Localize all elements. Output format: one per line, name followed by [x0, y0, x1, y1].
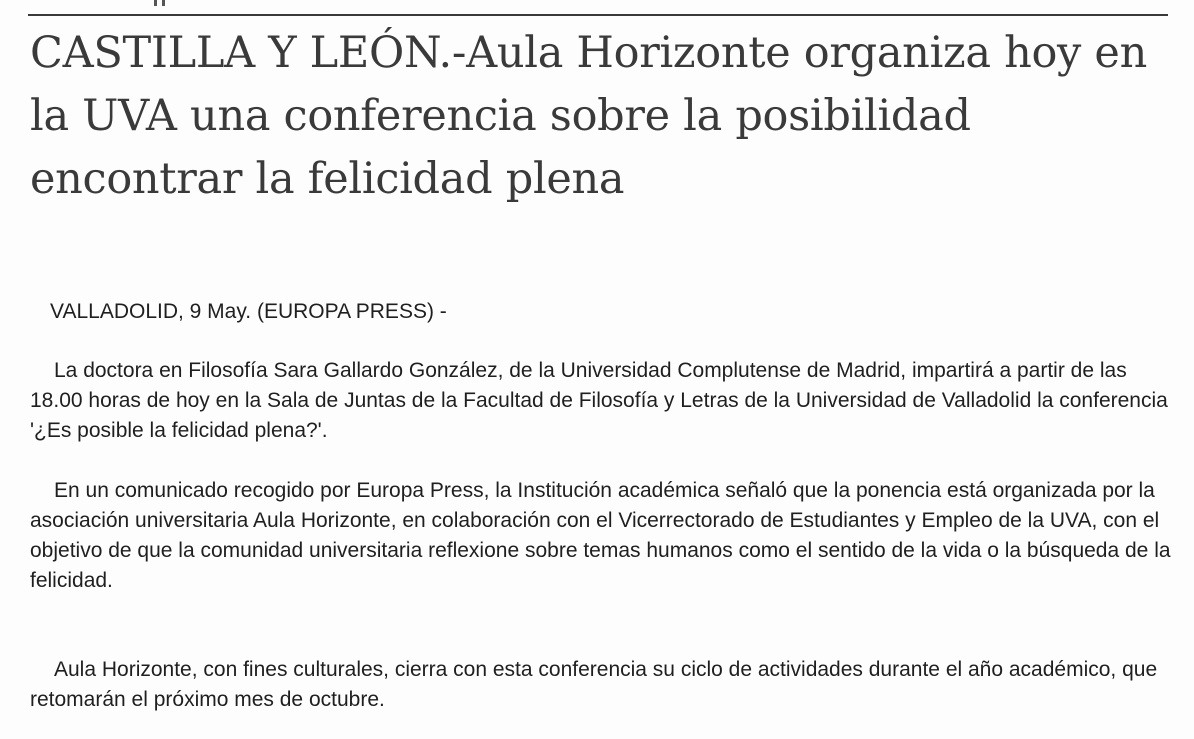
article-paragraph-3: Aula Horizonte, con fines culturales, cierra con esta conferencia su ciclo de actividades durante el año académico, que retomarán el próximo mes de octubre. — [30, 658, 1158, 711]
article-paragraph-1: La doctora en Filosofía Sara Gallardo González, de la Universidad Complutense de Madrid, impartirá a partir de las 18.00 horas de hoy en la Sala de Juntas de la Facultad de Filosofía y Letras de la Universidad de Valladolid la conferencia '¿Es posible la felicidad plena?'. — [30, 359, 1168, 442]
article-paragraph-2: En un comunicado recogido por Europa Press, la Institución académica señaló que la ponencia está organizada por la asociación universitaria Aula Horizonte, en colaboración con el Vicerrectorado de Estudiantes y Empleo de la UVA, con el objetivo de que la comunidad universitaria reflexione sobre temas humanos como el sentido de la vida o la búsqueda de la felicidad. — [30, 479, 1171, 592]
article-dateline: VALLADOLID, 9 May. (EUROPA PRESS) - — [50, 300, 447, 323]
article-headline: CASTILLA Y LEÓN.-Aula Horizonte organiza hoy en la UVA una conferencia sobre la posibilidad encontrar la felicidad plena — [30, 28, 1147, 204]
top-divider-rule — [28, 14, 1168, 16]
clipped-previous-text-fragment — [150, 0, 170, 6]
